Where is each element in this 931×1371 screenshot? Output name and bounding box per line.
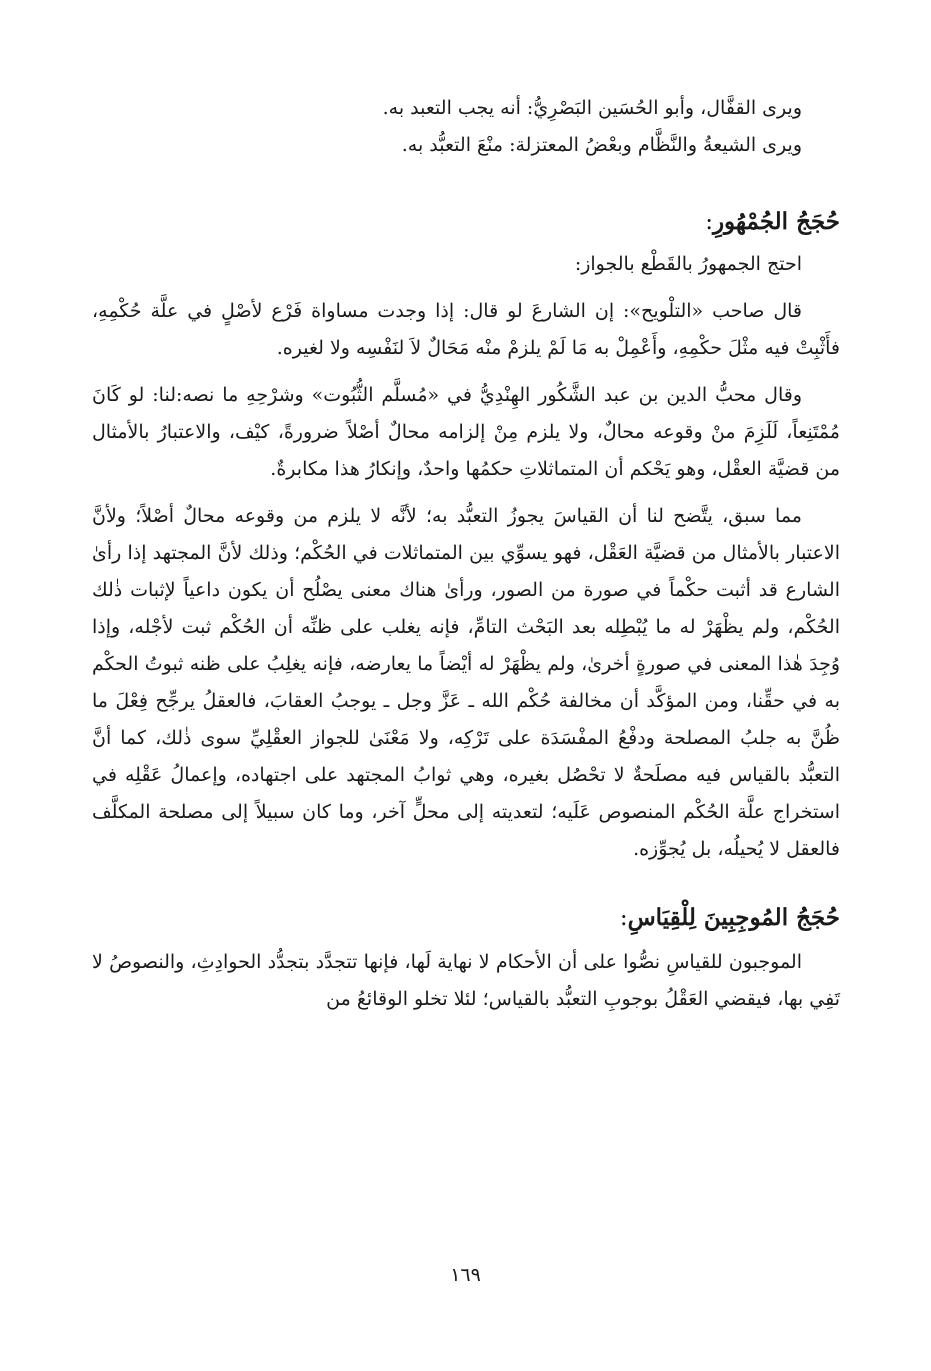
paragraph-obligators-text: الموجبون للقياسِ نصُّوا على أن الأحكام لا نهاية لَها، فإنها تتجدَّد بتجدُّد الحوادِثِ، والنصوصُ لا تَفِي بها، فيقضي العَقْلُ بوجوبِ التعبُّد بالقياس؛ لئلا تخلو الوقائعُ من bbox=[92, 951, 840, 1010]
heading-colon: : bbox=[619, 905, 628, 931]
heading-obligators-text: حُجَجُ المُوجِبِينَ لِلْقِيَاسِ bbox=[627, 904, 840, 931]
paragraph-talwih-quote: قال صاحب «التلْويح»: إن الشارعَ لو قال: إذا وجدت مساواة فَرْع لأصْلٍ في علَّة حُكْمِهِ، فأَثْبِتْ فيه مثْلَ حكْمِهِ، وأَعْمِلْ به مَا لَمْ يلزمْ منْه مَحَالٌ لاَ لنَفْسِه ولا لغيره. bbox=[92, 300, 840, 359]
heading-majority-arguments bbox=[92, 202, 840, 242]
paragraph-qaffal-opinion: ويرى القفَّال، وأبو الحُسَين البَصْرِيُّ: أنه يجب التعبد به. bbox=[382, 97, 802, 119]
heading-obligators-arguments bbox=[92, 898, 840, 938]
heading-majority-text: حُجَجُ الجُمْهُورِ bbox=[712, 208, 840, 235]
heading-colon: : bbox=[705, 209, 713, 235]
paragraph-musallam-quote: وقال محبُّ الدين بن عبد الشَّكُور الهِنْدِيُّ في «مُسلَّم الثُّبُوت» وشرْحِهِ ما نصه:لنا: لو كَانَ مُمْتَنِعاً، لَلَزِمَ منْ وقوعه محالٌ، ولا يلزم مِنْ إلزامه محالٌ أصْلاً ضرورةً، كيْف، والاعتبارُ بالأمثال من قضيَّة العقْل، وهو يَحْكم أن المتماثلاتِ حكمُها واحدٌ، وإنكارُ هذا مكابرةٌ. bbox=[92, 384, 840, 480]
page-number: ١٦٩ bbox=[450, 1264, 481, 1286]
document-page bbox=[92, 90, 840, 1350]
paragraph-conclusion: مما سبق، يتَّضح لنا أن القياسَ يجوزُ التعبُّد به؛ لأنَّه لا يلزم من وقوعه محالٌ أصْلاً؛ ولأنَّ الاعتبار بالأمثال من قضيَّة العَقْل، فهو يسوِّي بين المتماثلات في الحُكْم؛ وذلك لأنَّ المجتهد إذا رأىٰ الشارع قد أثبت حكْماً في صورة من الصور، ورأىٰ هناك معنى يصْلُح أن يكون داعياً لإثبات ذٰلك الحُكْم، ولم يظْهَرْ له ما يُبْطِله بعد البَحْث التامِّ، فإنه يغلب على ظنِّه أن الحُكْم ثبت لأجْله، وإذا وُجِدَ هٰذا المعنى في صورةٍ أخرىٰ، ولم يظْهَرْ له أيْضاً ما يعارضه، فإنه يغلِبُ على ظنه ثبوتُ الحكْم به في حقِّنا، ومن المؤكَّد أن مخالفة حُكْم الله ـ عَزَّ وجل ـ يوجبُ العقابَ، فالعقلُ يرجِّح فِعْلَ ما ظُنَّ به جلبُ المصلحة ودفْعُ المفْسَدَة على تَرْكِه، ولا مَعْنَىٰ للجواز العقْلِيِّ سوى ذٰلك، كما أنَّ التعبُّد بالقياس فيه مصلَحةٌ لا تحْصُل بغيره، وهي ثوابُ المجتهد على اجتهاده، وإعمالُ عَقْلِه في استخراج علَّة الحُكْم المنصوص عَلَيه؛ لتعديته إلى محلٍّ آخر، وما كان سبيلاً إلى مصلحة المكلَّف فالعقل لا يُحيلُه، بل يُجوِّزه. bbox=[92, 505, 840, 860]
paragraph-majority-intro: احتج الجمهورُ بالقَطْع بالجواز: bbox=[574, 253, 802, 275]
paragraph-shia-opinion: ويرى الشيعةُ والنَّظَّام وبعْضُ المعتزلة: منْعَ التعبُّد به. bbox=[401, 134, 802, 156]
